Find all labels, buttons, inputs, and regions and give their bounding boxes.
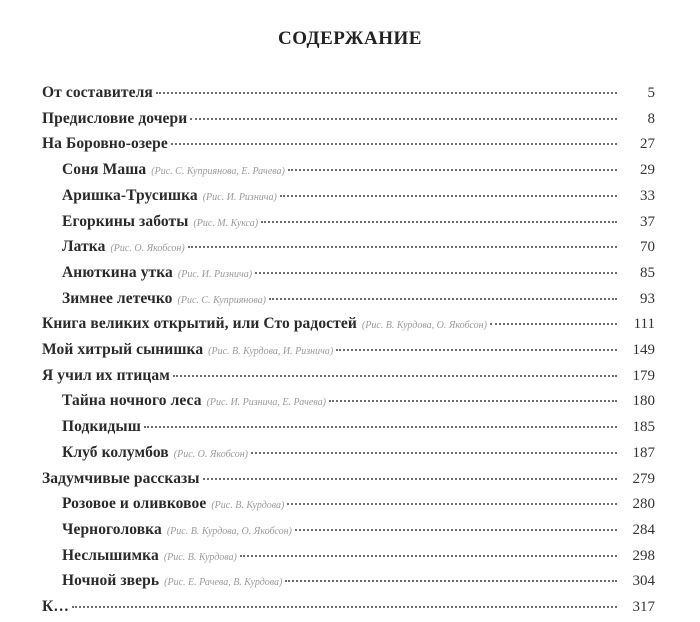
toc-entry bbox=[0, 341, 700, 365]
illustrator-credit: (Рис. С. Куприянова, Е. Рачева) bbox=[151, 166, 285, 178]
toc-entry bbox=[0, 110, 700, 134]
illustrator-credit: (Рис. И. Ризнича) bbox=[177, 268, 253, 280]
page-number: 180 bbox=[632, 393, 655, 410]
dot-leader bbox=[261, 221, 617, 223]
page-number: 304 bbox=[632, 573, 655, 590]
illustrator-credit: (Рис. В. Курдова, О. Якобсон) bbox=[166, 525, 292, 537]
page-number: 27 bbox=[640, 136, 655, 153]
entry-title: Соня Маша bbox=[62, 161, 147, 179]
entry-title: Я учил их птицам bbox=[42, 366, 170, 384]
entry-title: Книга великих открытий, или Сто радостей bbox=[42, 315, 357, 333]
dot-leader bbox=[171, 143, 617, 145]
toc-entry bbox=[0, 135, 700, 159]
entry-title: Предисловие дочери bbox=[42, 109, 188, 127]
toc-entry bbox=[0, 521, 700, 545]
entry-title: От составителя bbox=[42, 84, 153, 101]
entry-title: Ночной зверь bbox=[62, 572, 160, 590]
entry-title: На Боровно-озере bbox=[42, 135, 168, 153]
page-number: 37 bbox=[640, 213, 655, 230]
toc-entry-line bbox=[62, 495, 655, 513]
toc-entry-line bbox=[62, 264, 655, 282]
entry-title: Подкидыш bbox=[62, 418, 141, 436]
dot-leader bbox=[269, 298, 617, 300]
toc-entry-line bbox=[62, 392, 655, 410]
dot-leader bbox=[156, 92, 617, 94]
toc-entry bbox=[0, 315, 700, 339]
toc-entry-line bbox=[62, 572, 655, 590]
page-title: СОДЕРЖАНИЕ bbox=[278, 28, 422, 49]
page-number: 8 bbox=[647, 110, 655, 127]
dot-leader bbox=[144, 426, 617, 428]
toc-entry bbox=[0, 444, 700, 468]
illustrator-credit: (Рис. В. Курдова) bbox=[163, 551, 237, 563]
toc-entry-line bbox=[42, 315, 655, 333]
toc-entry bbox=[0, 187, 700, 211]
toc-entry-line bbox=[62, 418, 655, 436]
toc-entry bbox=[0, 161, 700, 185]
page-number: 70 bbox=[640, 239, 655, 256]
toc-entry-line bbox=[42, 367, 655, 385]
dot-leader bbox=[188, 246, 617, 248]
page-number: 284 bbox=[632, 521, 655, 538]
dot-leader bbox=[287, 503, 617, 505]
toc-entry bbox=[0, 290, 700, 314]
dot-leader bbox=[203, 478, 617, 480]
dot-leader bbox=[336, 349, 617, 351]
toc-entry-line bbox=[62, 161, 655, 179]
illustrator-credit: (Рис. О. Якобсон) bbox=[173, 448, 248, 460]
entry-title: Зимнее летечко bbox=[62, 289, 173, 307]
toc-entry bbox=[0, 238, 700, 262]
entry-title: Анюткина утка bbox=[62, 263, 173, 281]
entry-title: К… bbox=[42, 598, 69, 615]
toc-entry-line bbox=[62, 213, 655, 231]
page-number: 317 bbox=[632, 599, 655, 615]
toc-entry-line bbox=[42, 84, 655, 102]
page-number: 33 bbox=[640, 187, 655, 204]
entry-title: Задумчивые рассказы bbox=[42, 469, 200, 487]
toc-entry bbox=[0, 84, 700, 108]
illustrator-credit: (Рис. С. Куприянова) bbox=[177, 294, 266, 306]
illustrator-credit: (Рис. В. Курдова, И. Ризнича) bbox=[208, 346, 334, 357]
toc-entry-line bbox=[42, 110, 655, 128]
dot-leader bbox=[255, 272, 617, 274]
illustrator-credit: (Рис. О. Якобсон) bbox=[110, 243, 185, 255]
illustrator-credit: (Рис. В. Курдова, О. Якобсон) bbox=[361, 320, 487, 332]
toc-entry bbox=[0, 367, 700, 391]
dot-leader bbox=[288, 169, 617, 171]
toc-entry-line bbox=[62, 290, 655, 308]
toc-entry-line bbox=[42, 598, 655, 616]
page-number: 279 bbox=[632, 470, 655, 487]
page-number: 185 bbox=[632, 419, 655, 436]
toc-entry bbox=[0, 572, 700, 596]
entry-title: Черноголовка bbox=[62, 520, 162, 538]
entry-title: Клуб колумбов bbox=[62, 443, 169, 461]
dot-leader bbox=[295, 529, 617, 531]
dot-leader bbox=[240, 555, 617, 557]
page-number: 280 bbox=[632, 496, 655, 513]
page-number: 111 bbox=[633, 316, 655, 333]
page-number: 85 bbox=[640, 264, 655, 281]
entry-title: Мой хитрый сынишка bbox=[42, 341, 204, 358]
page-number: 187 bbox=[632, 444, 655, 461]
toc-entry-line bbox=[62, 521, 655, 539]
page-number: 298 bbox=[632, 547, 655, 564]
entry-title: Розовое и оливковое bbox=[62, 495, 207, 513]
toc-entry bbox=[0, 392, 700, 416]
toc-entry-line bbox=[62, 444, 655, 462]
toc-entry bbox=[0, 213, 700, 237]
illustrator-credit: (Рис. И. Ризнича, Е. Рачева) bbox=[206, 397, 326, 409]
toc-entry-line bbox=[42, 135, 655, 153]
dot-leader bbox=[329, 400, 617, 402]
entry-title: Латка bbox=[62, 238, 106, 256]
toc-entry-line bbox=[42, 341, 655, 359]
illustrator-credit: (Рис. В. Курдова) bbox=[211, 500, 285, 512]
toc-entry-line bbox=[62, 238, 655, 256]
page-number: 179 bbox=[632, 367, 655, 384]
entry-title: Тайна ночного леса bbox=[62, 392, 202, 410]
page-number: 29 bbox=[640, 162, 655, 179]
entry-title: Егоркины заботы bbox=[62, 212, 189, 230]
toc-entry bbox=[0, 547, 700, 571]
page-number: 5 bbox=[647, 85, 655, 101]
dot-leader bbox=[285, 580, 617, 582]
illustrator-credit: (Рис. И. Ризнича) bbox=[202, 191, 277, 203]
toc-entry bbox=[0, 264, 700, 288]
toc-entry-line bbox=[62, 187, 655, 205]
dot-leader bbox=[72, 606, 617, 608]
dot-leader bbox=[190, 118, 617, 120]
toc-entry bbox=[0, 495, 700, 519]
illustrator-credit: (Рис. М. Кукса) bbox=[193, 217, 259, 229]
dot-leader bbox=[173, 375, 617, 377]
toc-entry bbox=[0, 470, 700, 494]
dot-leader bbox=[280, 195, 617, 197]
toc-entry bbox=[0, 418, 700, 442]
dot-leader bbox=[490, 323, 617, 325]
illustrator-credit: (Рис. Е. Рачева, В. Курдова) bbox=[164, 577, 283, 589]
entry-title: Аришка-Трусишка bbox=[62, 186, 198, 204]
page-number: 149 bbox=[632, 342, 655, 358]
toc-entry-line bbox=[62, 547, 655, 565]
entry-title: Неслышимка bbox=[62, 546, 159, 564]
dot-leader bbox=[251, 452, 617, 454]
page-number: 93 bbox=[640, 290, 655, 307]
toc-entry-line bbox=[42, 470, 655, 488]
